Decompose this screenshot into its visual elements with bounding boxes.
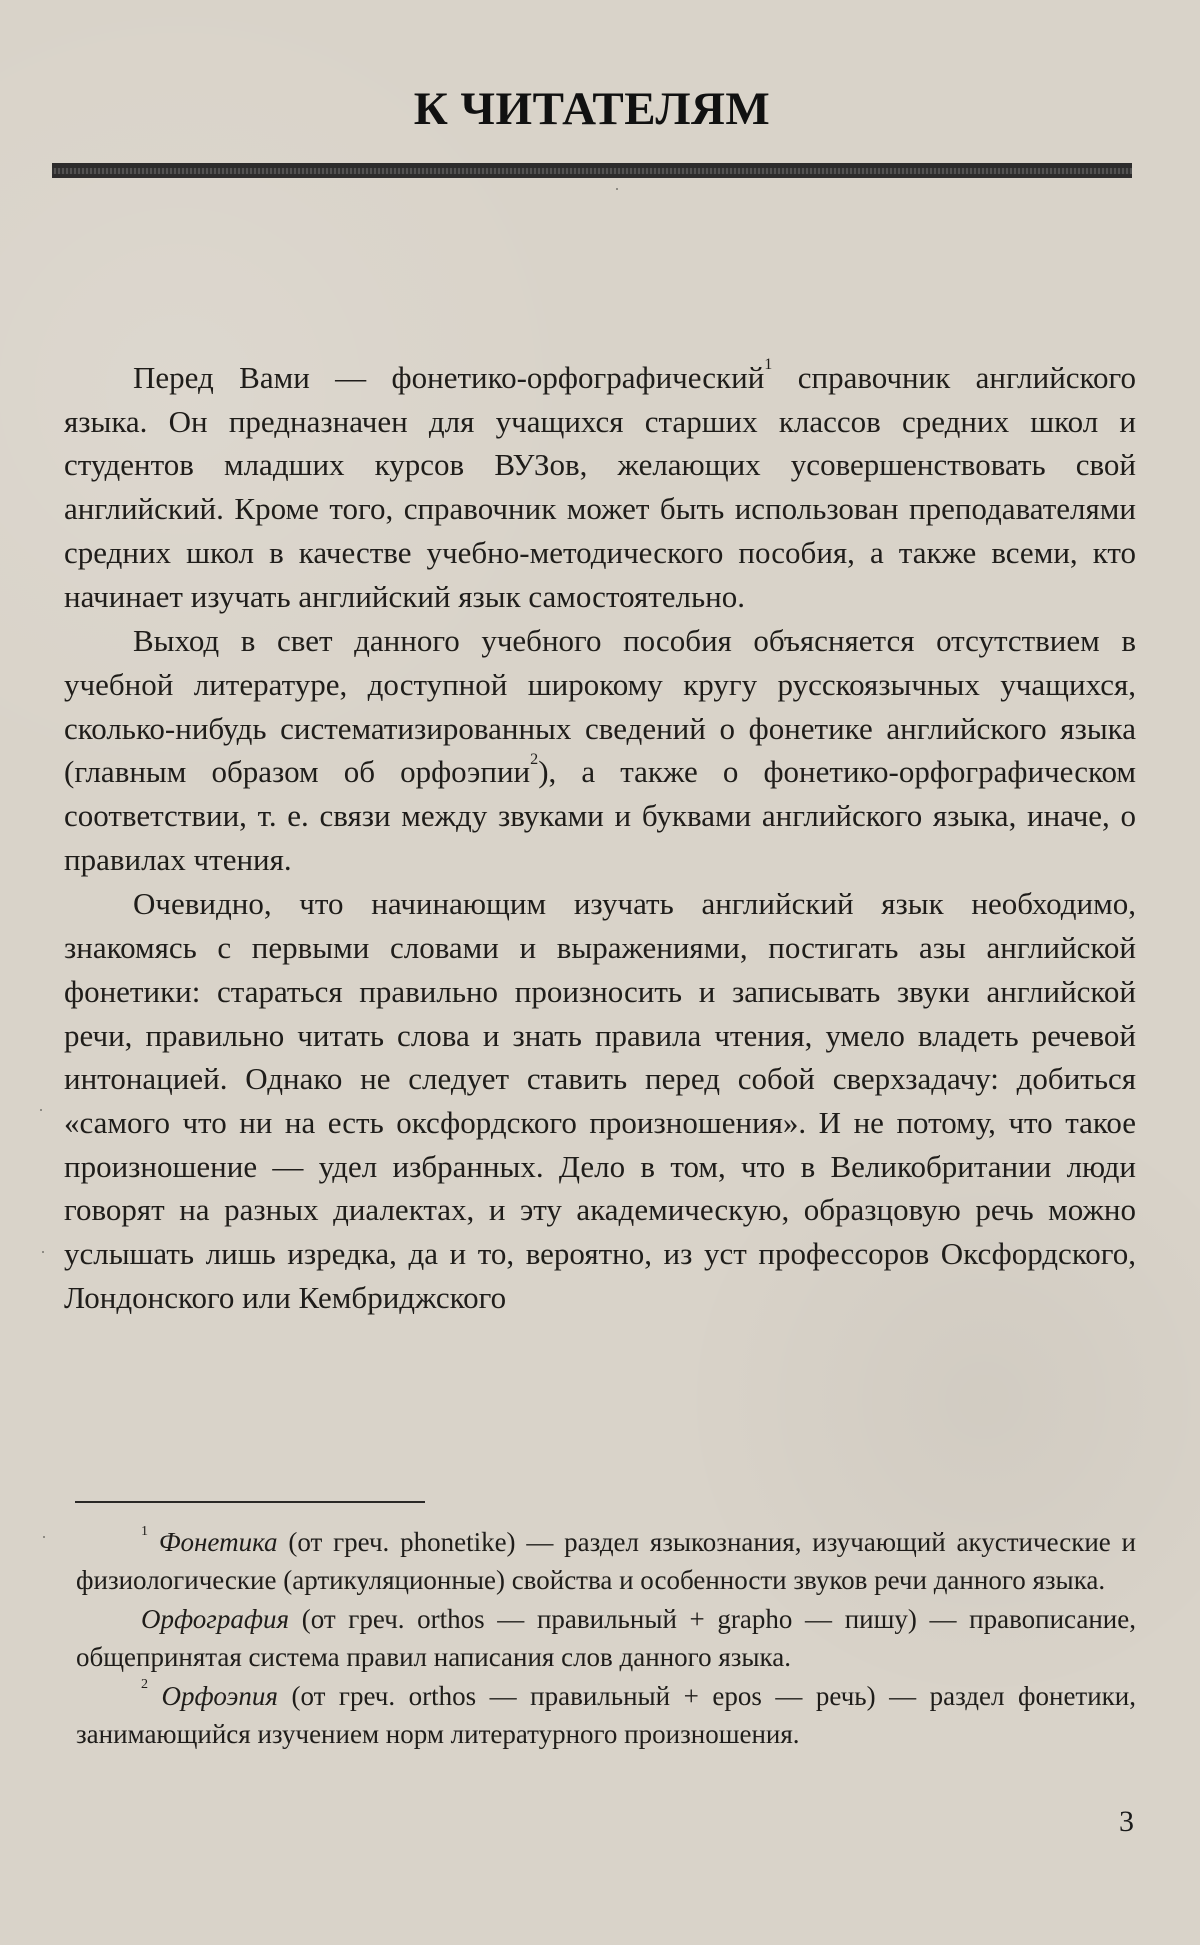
print-speck bbox=[43, 1536, 45, 1538]
page-number: 3 bbox=[1119, 1805, 1134, 1838]
footnote-term-orthoepy: Орфоэпия bbox=[161, 1680, 278, 1711]
page-title: К ЧИТАТЕЛЯМ bbox=[413, 83, 771, 135]
footnote-orthoepy bbox=[76, 1677, 1136, 1754]
main-text bbox=[64, 356, 1136, 1319]
footnote-term-phonetics: Фонетика bbox=[158, 1527, 278, 1557]
footnote-reference-1: 1 bbox=[764, 356, 773, 374]
paragraph-intro-after-note: справочник английского языка. Он предназначен для учащихся старших классов средних школ и студентов младших курсов ВУЗов, желающих усовершенствовать свой английский. Кроме того, справочник может быть использован преподавателями средних школ в качестве учебно-методического пособия, а также всеми, кто начинает изучать английский язык самостоятельно. bbox=[64, 360, 1136, 614]
footnote-separator bbox=[75, 1501, 425, 1503]
footnote-text-orthography: (от греч. orthos — правильный + grapho — пишу) — правописание, общепринятая система правил написания слов данного языка. bbox=[76, 1603, 1136, 1673]
footnote-number-1: 1 bbox=[141, 1522, 149, 1539]
paragraph-reason-before-note: Выход в свет данного учебного пособия объясняется отсутствием в учебной литературе, доступной широкому кругу русскоязычных учащихся, сколько-нибудь систематизированных сведений о фонетике английского языка (главным образом об орфоэпии bbox=[64, 623, 1136, 790]
paragraph-intro-before-note: Перед Вами — фонетико-орфографический bbox=[133, 360, 765, 395]
footnote-orthography bbox=[76, 1600, 1136, 1677]
paragraph-phonetics-advice: Очевидно, что начинающим изучать английский язык необходимо, знакомясь с первыми словами и выражениями, постигать азы английской фонетики: стараться правильно произносить и записывать звуки английской речи, правильно читать слова и знать правила чтения, умело владеть речевой интонацией. Однако не следует ставить перед собой сверхзадачу: добиться «самого что ни на есть оксфордского произношения». И не потому, что такое произношение — удел избранных. Дело в том, что в Великобритании люди говорят на разных диалектах, и эту академическую, образцовую речь можно услышать лишь изредка, да и то, вероятно, из уст профессоров Оксфордского, Лондонского или Кембриджского bbox=[64, 886, 1136, 1315]
footnote-number-2: 2 bbox=[141, 1676, 149, 1693]
print-speck bbox=[616, 188, 618, 190]
footnote-reference-2: 2 bbox=[530, 750, 539, 768]
page-header bbox=[52, 83, 1132, 178]
paragraph-reason-after-note: ), а также о фонетико-орфографическом соответствии, т. е. связи между звуками и буквами английского языка, иначе, о правилах чтения. bbox=[64, 754, 1136, 877]
paragraph-intro bbox=[64, 356, 1136, 618]
footnotes bbox=[76, 1523, 1136, 1753]
footnote-term-orthography: Орфография bbox=[141, 1603, 290, 1634]
title-rule bbox=[52, 163, 1132, 178]
paragraph-reason bbox=[64, 619, 1136, 881]
print-speck bbox=[42, 1251, 44, 1253]
footnote-text-orthoepy: (от греч. orthos — правильный + epos — речь) — раздел фонетики, занимающийся изучением норм литературного произношения. bbox=[76, 1680, 1136, 1750]
footnote-phonetics bbox=[76, 1523, 1136, 1600]
print-speck bbox=[40, 1109, 42, 1111]
footnote-text-phonetics: (от греч. phonetike) — раздел языкознания, изучающий акустические и физиологические (артикуляционные) свойства и особенности звуков речи данного языка. bbox=[76, 1527, 1137, 1596]
